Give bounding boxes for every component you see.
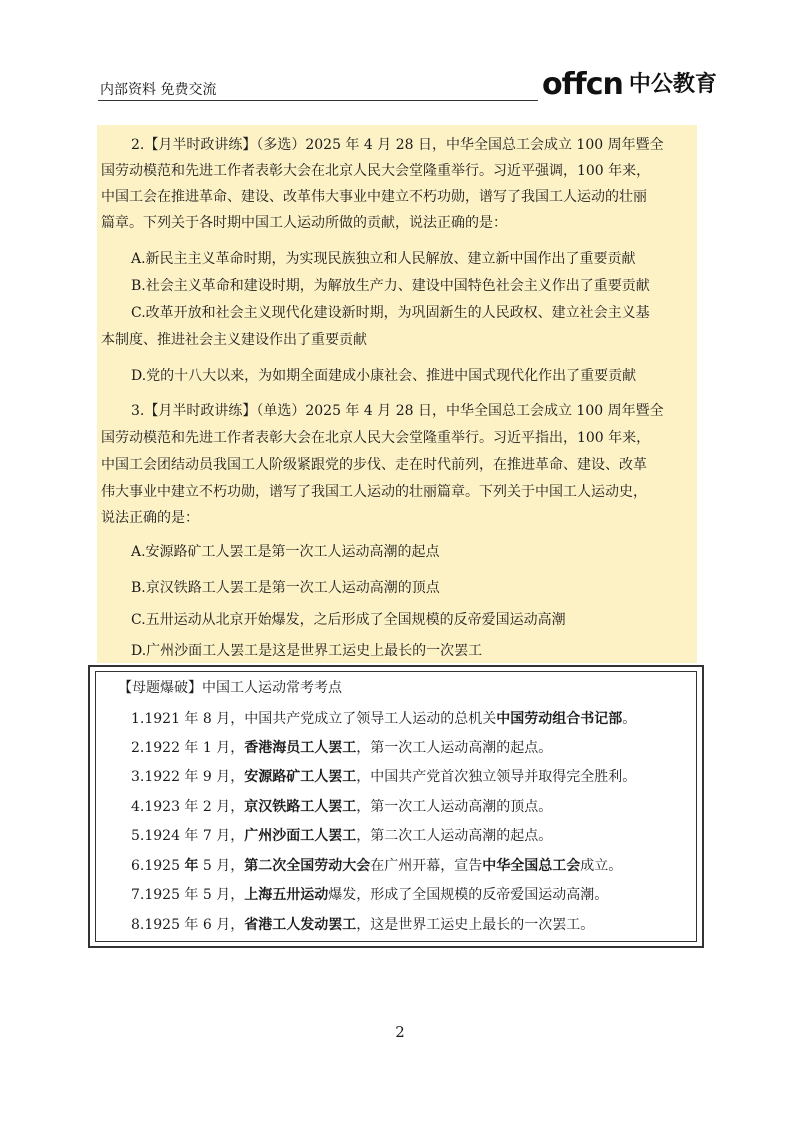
q2-line2: 国劳动模范和先进工作者表彰大会在北京人民大会堂隆重举行。习近平强调，100 年来， bbox=[101, 163, 651, 179]
q3-line5: 说法正确的是： bbox=[101, 510, 199, 526]
item-text: 爆发，形成了全国规模的反帝爱国运动高潮。 bbox=[328, 887, 609, 903]
q3-option-c: C.五卅运动从北京开始爆发，之后形成了全国规模的反帝爱国运动高潮 bbox=[131, 612, 566, 628]
item-key-term: 中国劳动组合书记部 bbox=[496, 711, 623, 727]
item-text: 成立。 bbox=[580, 858, 623, 874]
knowledge-item-1 bbox=[131, 709, 636, 729]
logo-latin: offcn bbox=[542, 67, 623, 102]
item-text: 1.1921 年 8 月，中国共产党成立了领导工人运动的总机关 bbox=[131, 711, 497, 727]
knowledge-item-3 bbox=[131, 767, 636, 787]
q3-option-a: A.安源路矿工人罢工是第一次工人运动高潮的起点 bbox=[131, 544, 440, 560]
item-text: 7.1925 年 5 月， bbox=[131, 887, 245, 903]
item-text: ，中国共产党首次独立领导并取得完全胜利。 bbox=[356, 769, 637, 785]
knowledge-item-8 bbox=[131, 915, 594, 935]
item-text: 4.1923 年 2 月， bbox=[131, 799, 245, 815]
page-number: 2 bbox=[395, 1023, 405, 1041]
item-text: 在广州开幕，宣告 bbox=[370, 858, 483, 874]
item-key-term: 年 bbox=[184, 858, 199, 874]
logo-chinese: 中公教育 bbox=[628, 72, 717, 97]
item-text: ，第二次工人运动高潮的起点。 bbox=[356, 828, 553, 844]
offcn-logo bbox=[542, 66, 717, 100]
knowledge-item-5 bbox=[131, 826, 552, 846]
item-key-term: 省港工人发动罢工 bbox=[244, 917, 357, 933]
q2-option-d: D.党的十八大以来，为如期全面建成小康社会、推进中国式现代化作出了重要贡献 bbox=[131, 368, 637, 384]
item-key-term: 第二次全国劳动大会 bbox=[244, 858, 371, 874]
item-text: 6.1925 bbox=[131, 858, 185, 874]
knowledge-item-7 bbox=[131, 885, 608, 905]
item-key-term: 上海五卅运动 bbox=[244, 887, 329, 903]
q3-option-d: D.广州沙面工人罢工是这是世界工运史上最长的一次罢工 bbox=[131, 643, 483, 659]
q2-option-a: A.新民主主义革命时期，为实现民族独立和人民解放、建立新中国作出了重要贡献 bbox=[131, 251, 636, 267]
item-key-term: 京汉铁路工人罢工 bbox=[244, 799, 357, 815]
header-divider bbox=[98, 100, 538, 101]
item-text: 。 bbox=[622, 711, 637, 727]
q3-option-b: B.京汉铁路工人罢工是第一次工人运动高潮的顶点 bbox=[131, 580, 440, 596]
q2-option-c-line2: 本制度、推进社会主义建设作出了重要贡献 bbox=[101, 332, 367, 348]
item-key-term: 中华全国总工会 bbox=[482, 858, 581, 874]
q2-option-b: B.社会主义革命和建设时期，为解放生产力、建设中国特色社会主义作出了重要贡献 bbox=[131, 278, 650, 294]
q2-line1: 2.【月半时政讲练】（多选）2025 年 4 月 28 日，中华全国总工会成立 100 周年暨全 bbox=[131, 137, 664, 153]
item-key-term: 香港海员工人罢工 bbox=[244, 740, 357, 756]
header-left-text: 内部资料 免费交流 bbox=[100, 82, 217, 98]
item-key-term: 广州沙面工人罢工 bbox=[244, 828, 357, 844]
knowledge-item-6 bbox=[131, 856, 622, 876]
q3-line4: 伟大事业中建立不朽功勋，谱写了我国工人运动的壮丽篇章。下列关于中国工人运动史， bbox=[101, 484, 647, 500]
knowledge-item-2 bbox=[131, 738, 552, 758]
q2-option-c-line1: C.改革开放和社会主义现代化建设新时期，为巩固新生的人民政权、建立社会主义基 bbox=[131, 305, 650, 321]
q3-line3: 中国工会团结动员我国工人阶级紧跟党的步伐、走在时代前列，在推进革命、建设、改革 bbox=[101, 457, 647, 473]
q3-line1: 3.【月半时政讲练】（单选）2025 年 4 月 28 日，中华全国总工会成立 100 周年暨全 bbox=[131, 403, 664, 419]
item-text: 5 月， bbox=[198, 858, 245, 874]
item-text: 2.1922 年 1 月， bbox=[131, 740, 245, 756]
item-key-term: 安源路矿工人罢工 bbox=[244, 769, 357, 785]
item-text: 8.1925 年 6 月， bbox=[131, 917, 245, 933]
item-text: ，这是世界工运史上最长的一次罢工。 bbox=[356, 917, 595, 933]
knowledge-box-title: 【母题爆破】中国工人运动常考考点 bbox=[118, 680, 342, 696]
item-text: 5.1924 年 7 月， bbox=[131, 828, 245, 844]
item-text: 3.1922 年 9 月， bbox=[131, 769, 245, 785]
item-text: ，第一次工人运动高潮的顶点。 bbox=[356, 799, 553, 815]
q3-line2: 国劳动模范和先进工作者表彰大会在北京人民大会堂隆重举行。习近平指出，100 年来， bbox=[101, 430, 651, 446]
q2-line4: 篇章。下列关于各时期中国工人运动所做的贡献，说法正确的是： bbox=[101, 215, 507, 231]
item-text: ，第一次工人运动高潮的起点。 bbox=[356, 740, 553, 756]
knowledge-item-4 bbox=[131, 797, 552, 817]
q2-line3: 中国工会在推进革命、建设、改革伟大事业中建立不朽功勋，谱写了我国工人运动的壮丽 bbox=[101, 189, 647, 205]
